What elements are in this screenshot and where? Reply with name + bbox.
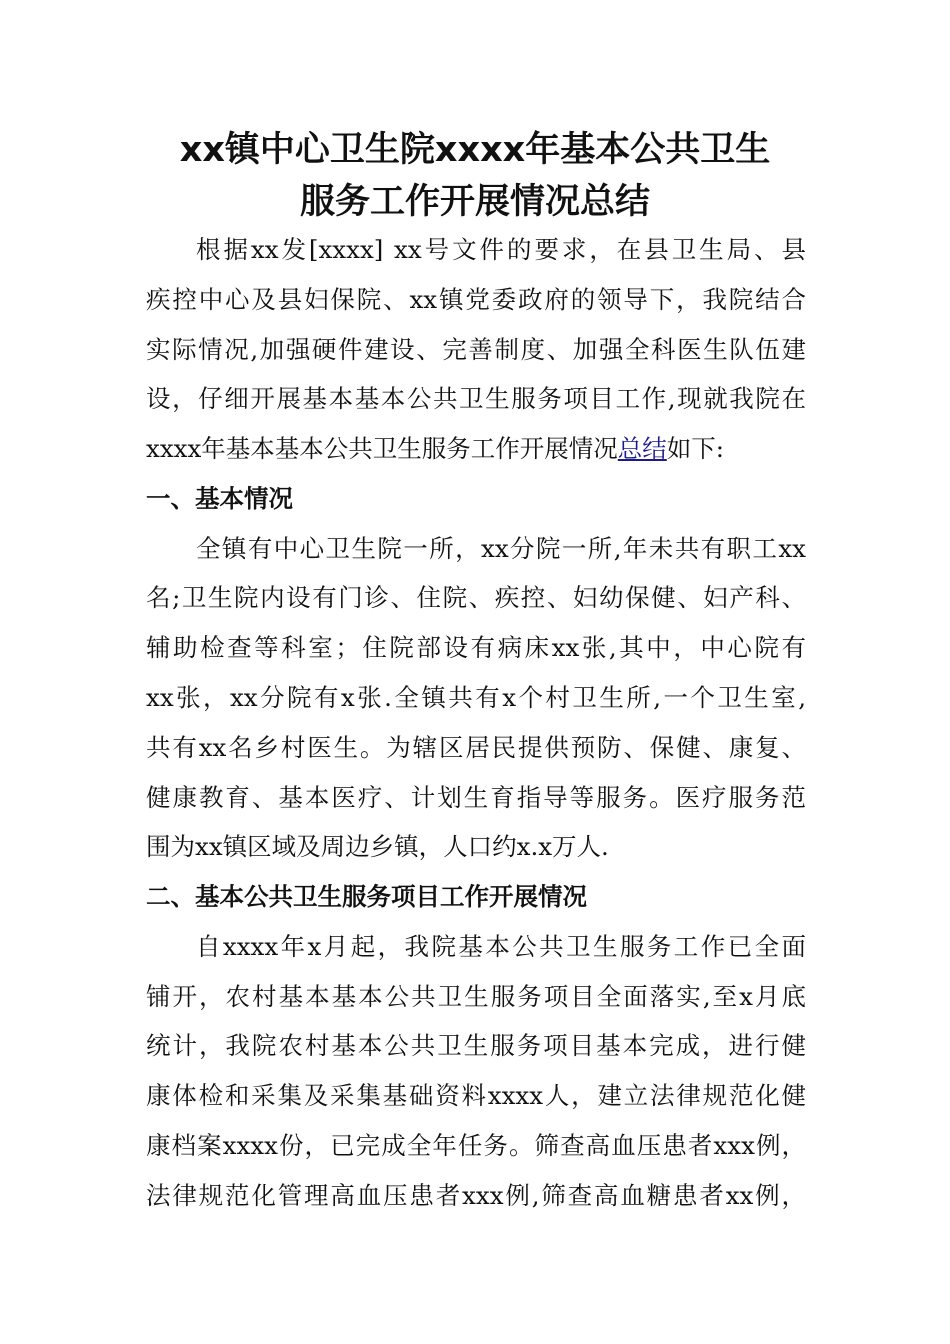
section2-line: 法律规范化管理高血压患者xxx例,筛查高血糖患者xx例，: [146, 1181, 806, 1210]
section1-line: 全镇有中心卫生院一所，xx分院一所,年未共有职工xx: [196, 534, 806, 563]
summary-link[interactable]: 总结: [617, 434, 667, 463]
section2-line: 自xxxx年x月起，我院基本公共卫生服务工作已全面: [196, 932, 806, 961]
section1-line: 辅助检查等科室；住院部设有病床xx张,其中，中心院有: [146, 633, 806, 662]
intro-line-2: 疾控中心及县妇保院、xx镇党委政府的领导下，我院结合: [146, 285, 806, 314]
section2-line: 铺开，农村基本基本公共卫生服务项目全面落实,至x月底: [146, 982, 806, 1011]
section2-line: 康档案xxxx份，已完成全年任务。筛查高血压患者xxx例，: [146, 1131, 806, 1160]
section-heading-basic-situation: 一、基本情况: [146, 484, 293, 513]
section1-line: 名;卫生院内设有门诊、住院、疾控、妇幼保健、妇产科、: [146, 583, 806, 612]
document-title-line-2: 服务工作开展情况总结: [299, 182, 650, 222]
intro-line-5-tail: 如下:: [666, 434, 725, 463]
section2-line: 统计，我院农村基本公共卫生服务项目基本完成，进行健: [146, 1031, 806, 1060]
section1-line: 共有xx名乡村医生。为辖区居民提供预防、保健、康复、: [146, 733, 806, 762]
section1-line: 围为xx镇区域及周边乡镇，人口约x.x万人.: [146, 832, 609, 861]
section1-line: xx张，xx分院有x张.全镇共有x个村卫生所,一个卫生室,: [146, 683, 806, 712]
section-heading-service-projects: 二、基本公共卫生服务项目工作开展情况: [146, 882, 587, 911]
document-title-line-1: xx镇中心卫生院xxxx年基本公共卫生: [179, 130, 771, 170]
section2-line: 康体检和采集及采集基础资料xxxx人，建立法律规范化健: [146, 1081, 806, 1110]
intro-line-5: [146, 431, 806, 467]
intro-line-4: 设，仔细开展基本基本公共卫生服务项目工作,现就我院在: [146, 384, 806, 413]
intro-line-1: 根据xx发[xxxx] xx号文件的要求，在县卫生局、县: [196, 235, 806, 264]
intro-line-3: 实际情况,加强硬件建设、完善制度、加强全科医生队伍建: [146, 335, 806, 364]
section1-line: 健康教育、基本医疗、计划生育指导等服务。医疗服务范: [146, 783, 806, 812]
intro-line-5-text: xxxx年基本基本公共卫生服务工作开展情况: [146, 434, 618, 463]
